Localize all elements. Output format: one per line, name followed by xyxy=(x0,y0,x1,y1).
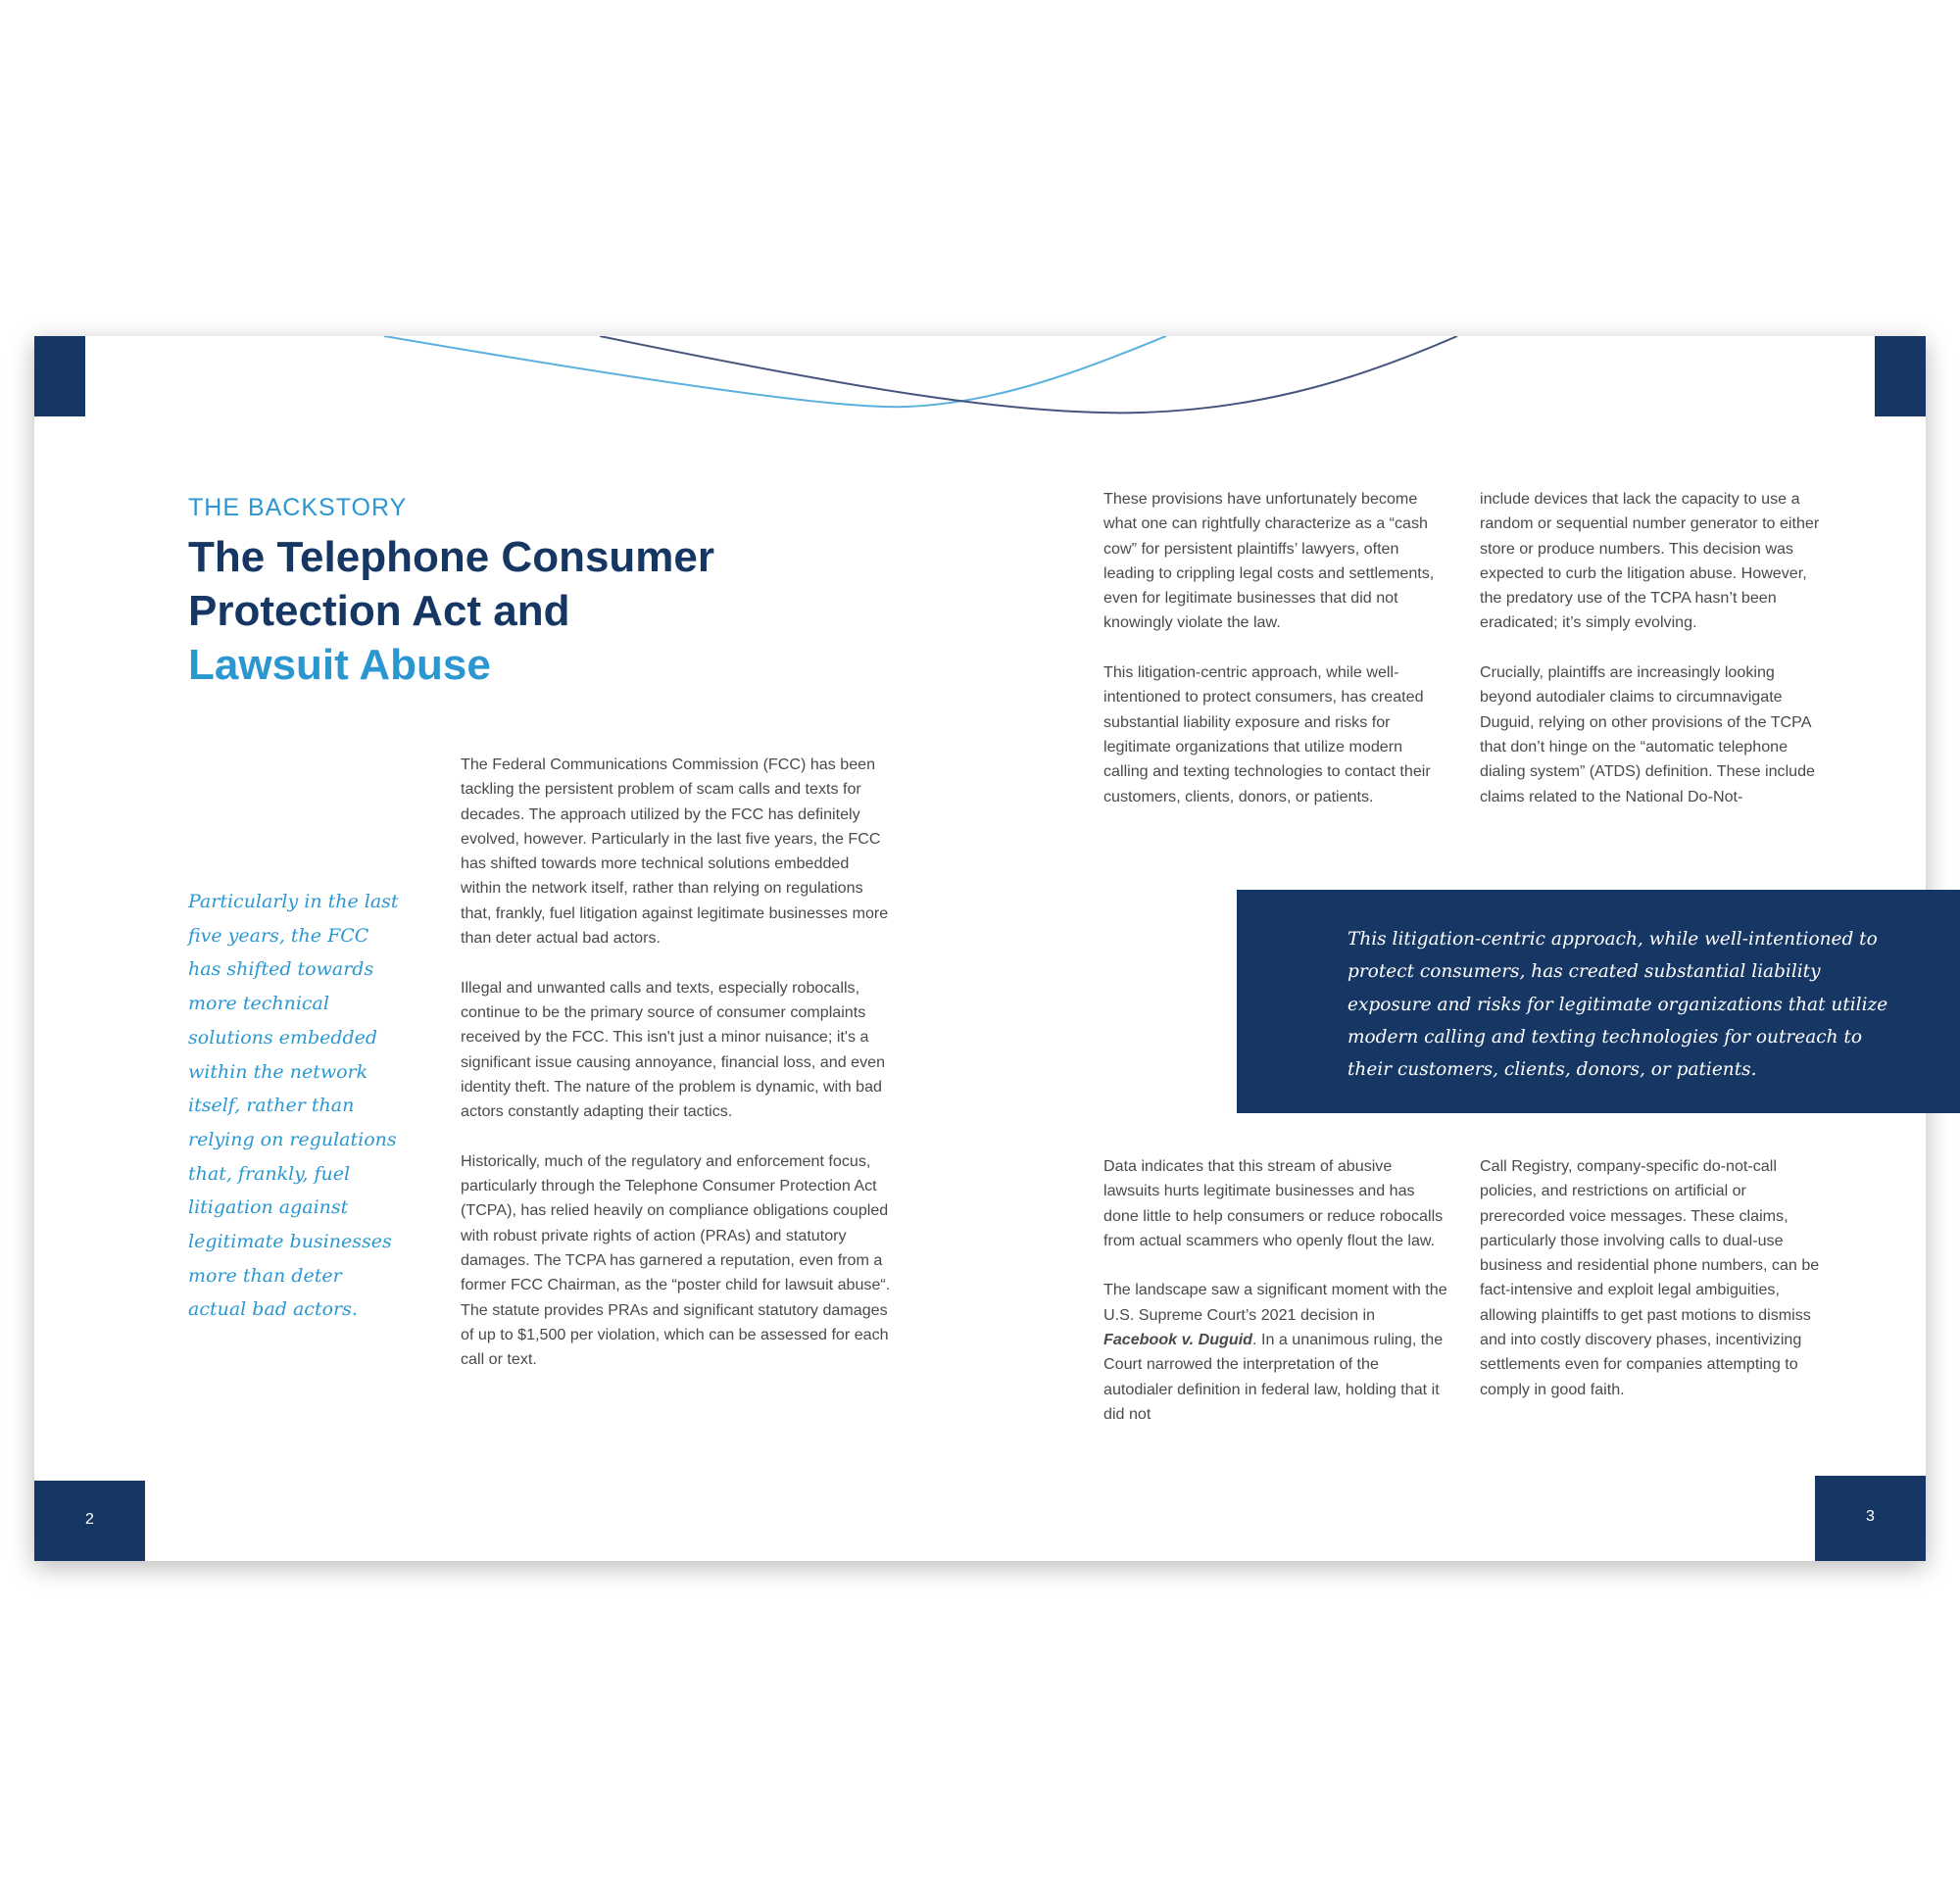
page-title xyxy=(188,530,825,692)
right-column-1-bottom xyxy=(1103,1154,1448,1427)
section-kicker: THE BACKSTORY xyxy=(188,494,408,521)
right-column-1-top xyxy=(1103,487,1448,809)
page-number-block xyxy=(34,1481,145,1561)
callout-quote-text: This litigation-centric approach, while well-intentioned to protect consumers, has created substantial liability exposure and risks for legitimate organizations that utilize modern calling and texting technologies for outreach to their customers, clients, donors, or patients. xyxy=(1348,929,1888,1081)
left-body-column xyxy=(461,753,892,1372)
case-name: Facebook v. Duguid xyxy=(1103,1331,1253,1349)
corner-block-top-left xyxy=(34,336,85,416)
body-paragraph xyxy=(1103,1278,1448,1427)
body-paragraph: Call Registry, company-specific do-not-call policies, and restrictions on artificial or prerecorded voice messages. These claims, particularly those involving calls to dual-use business and residential phone numbers, can be fact-intensive and exploit legal ambiguities, allowing plaintiffs to get past motions to dismiss and into costly discovery phases, incentivizing settlements even for companies attempting to comply in good faith. xyxy=(1480,1157,1820,1398)
right-column-2-top xyxy=(1480,487,1825,809)
body-paragraph: These provisions have unfortunately become what one can rightfully characterize as a “cash cow” for persistent plaintiffs’ lawyers, often leading to crippling legal costs and settlements, even for legitimate businesses that did not knowingly violate the law. xyxy=(1103,490,1435,632)
page-number: 3 xyxy=(1866,1508,1875,1525)
paragraph-text: . In a unanimous ruling, the Court narrowed the interpretation of the autodialer definition in federal law, holding that it did not xyxy=(1103,1331,1444,1423)
brochure-spread xyxy=(34,336,1926,1561)
body-paragraph: include devices that lack the capacity to use a random or sequential number generator to either store or produce numbers. This decision was expected to curb the litigation abuse. However, the predatory use of the TCPA hasn’t been eradicated; it’s simply evolving. xyxy=(1480,490,1820,632)
title-line-2: Protection Act and xyxy=(188,587,570,635)
page-number: 2 xyxy=(85,1511,94,1528)
body-paragraph: Historically, much of the regulatory and enforcement focus, particularly through the Telephone Consumer Protection Act (TCPA), has relied heavily on compliance obligations coupled with robust private rights of action (PRAs) and statutory damages. The TCPA has garnered a reputation, even from a former FCC Chairman, as the “poster child for lawsuit abuse“. The statute provides PRAs and significant statutory damages of up to $1,500 per violation, which can be assessed for each call or text. xyxy=(461,1151,891,1369)
paragraph-text: The landscape saw a significant moment with the U.S. Supreme Court’s 2021 decision in xyxy=(1103,1281,1447,1324)
body-paragraph: Crucially, plaintiffs are increasingly looking beyond autodialer claims to circumnavigate Duguid, relying on other provisions of the TCPA that don’t hinge on the “automatic telephone dialing system” (ATDS) definition. These include claims related to the National Do-Not- xyxy=(1480,663,1815,805)
body-paragraph: This litigation-centric approach, while well-intentioned to protect consumers, has created substantial liability exposure and risks for legitimate organizations that utilize modern calling and texting technologies to contact their customers, clients, donors, or patients. xyxy=(1103,663,1431,805)
pull-quote: Particularly in the last five years, the FCC has shifted towards more technical solutions embedded within the network itself, rather than relying on regulations that, frankly, fuel litigation against legitimate businesses more than deter actual bad actors. xyxy=(188,891,399,1321)
page-number-block xyxy=(1815,1476,1926,1561)
callout-quote-box xyxy=(1237,890,1960,1113)
body-paragraph: Data indicates that this stream of abusive lawsuits hurts legitimate businesses and has done little to help consumers or reduce robocalls from actual scammers who openly flout the law. xyxy=(1103,1157,1444,1249)
body-paragraph: The Federal Communications Commission (FCC) has been tackling the persistent problem of scam calls and texts for decades. The approach utilized by the FCC has definitely evolved, however. Particularly in the last five years, the FCC has shifted towards more technical solutions embedded within the network itself, rather than relying on regulations that, frankly, fuel litigation against legitimate businesses more than deter actual bad actors. xyxy=(461,756,889,948)
right-column-2-bottom xyxy=(1480,1154,1825,1402)
left-page xyxy=(34,336,980,1561)
body-paragraph: Illegal and unwanted calls and texts, especially robocalls, continue to be the primary source of consumer complaints received by the FCC. This isn't just a minor nuisance; it's a significant issue causing annoyance, financial loss, and even identity theft. The nature of the problem is dynamic, with bad actors constantly adapting their tactics. xyxy=(461,978,886,1121)
corner-block-top-right xyxy=(1875,336,1926,416)
title-line-3: Lawsuit Abuse xyxy=(188,641,491,689)
title-line-1: The Telephone Consumer xyxy=(188,533,715,581)
